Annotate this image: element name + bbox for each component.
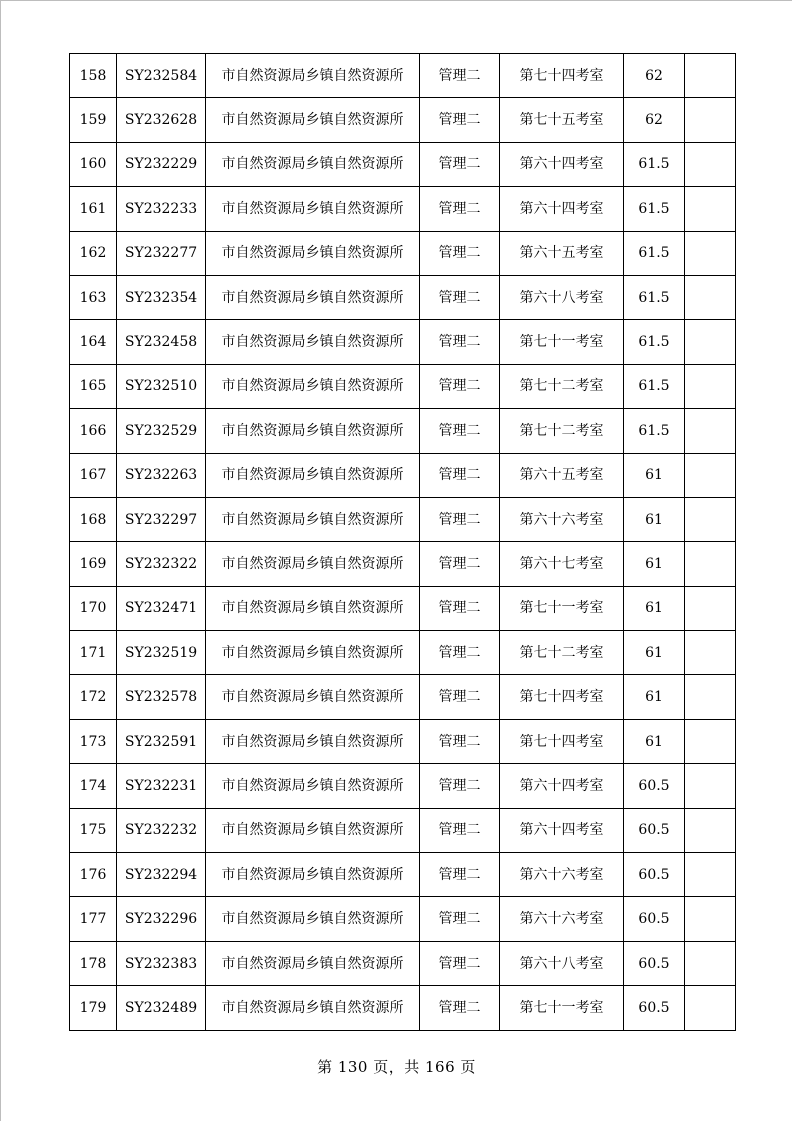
candidate-id-cell: SY232354 <box>117 275 206 319</box>
candidate-id-cell: SY232232 <box>117 808 206 852</box>
sequence-cell: 165 <box>70 364 117 408</box>
score-cell: 61 <box>624 497 685 541</box>
score-cell: 61.5 <box>624 320 685 364</box>
exam-room-cell: 第六十四考室 <box>500 142 624 186</box>
remarks-cell <box>685 320 736 364</box>
table-row <box>70 320 736 364</box>
exam-room-cell: 第六十六考室 <box>500 897 624 941</box>
sequence-cell: 173 <box>70 719 117 763</box>
candidate-id-cell: SY232322 <box>117 542 206 586</box>
unit-cell: 市自然资源局乡镇自然资源所 <box>206 54 420 98</box>
score-cell: 60.5 <box>624 941 685 985</box>
unit-cell: 市自然资源局乡镇自然资源所 <box>206 231 420 275</box>
sequence-cell: 164 <box>70 320 117 364</box>
position-cell: 管理二 <box>420 409 500 453</box>
remarks-cell <box>685 187 736 231</box>
position-cell: 管理二 <box>420 364 500 408</box>
table-row <box>70 497 736 541</box>
exam-room-cell: 第六十四考室 <box>500 808 624 852</box>
remarks-cell <box>685 98 736 142</box>
exam-room-cell: 第六十六考室 <box>500 853 624 897</box>
candidate-id-cell: SY232529 <box>117 409 206 453</box>
unit-cell: 市自然资源局乡镇自然资源所 <box>206 808 420 852</box>
candidate-id-cell: SY232383 <box>117 941 206 985</box>
candidate-id-cell: SY232229 <box>117 142 206 186</box>
sequence-cell: 169 <box>70 542 117 586</box>
remarks-cell <box>685 719 736 763</box>
position-cell: 管理二 <box>420 675 500 719</box>
table-row <box>70 808 736 852</box>
unit-cell: 市自然资源局乡镇自然资源所 <box>206 986 420 1030</box>
remarks-cell <box>685 764 736 808</box>
position-cell: 管理二 <box>420 142 500 186</box>
unit-cell: 市自然资源局乡镇自然资源所 <box>206 719 420 763</box>
candidate-id-cell: SY232584 <box>117 54 206 98</box>
sequence-cell: 174 <box>70 764 117 808</box>
sequence-cell: 168 <box>70 497 117 541</box>
exam-room-cell: 第七十一考室 <box>500 586 624 630</box>
score-cell: 61.5 <box>624 187 685 231</box>
table-row <box>70 719 736 763</box>
remarks-cell <box>685 142 736 186</box>
sequence-cell: 175 <box>70 808 117 852</box>
sequence-cell: 170 <box>70 586 117 630</box>
sequence-cell: 172 <box>70 675 117 719</box>
score-cell: 61 <box>624 453 685 497</box>
unit-cell: 市自然资源局乡镇自然资源所 <box>206 853 420 897</box>
exam-room-cell: 第七十一考室 <box>500 986 624 1030</box>
remarks-cell <box>685 853 736 897</box>
exam-room-cell: 第六十四考室 <box>500 764 624 808</box>
remarks-cell <box>685 675 736 719</box>
exam-room-cell: 第六十八考室 <box>500 941 624 985</box>
position-cell: 管理二 <box>420 54 500 98</box>
remarks-cell <box>685 808 736 852</box>
score-cell: 60.5 <box>624 808 685 852</box>
exam-room-cell: 第六十四考室 <box>500 187 624 231</box>
table-row <box>70 675 736 719</box>
sequence-cell: 163 <box>70 275 117 319</box>
candidate-id-cell: SY232231 <box>117 764 206 808</box>
remarks-cell <box>685 409 736 453</box>
page-number-footer: 第 130 页，共 166 页 <box>317 1058 476 1076</box>
unit-cell: 市自然资源局乡镇自然资源所 <box>206 941 420 985</box>
exam-room-cell: 第七十四考室 <box>500 675 624 719</box>
remarks-cell <box>685 275 736 319</box>
exam-room-cell: 第七十五考室 <box>500 98 624 142</box>
exam-room-cell: 第六十六考室 <box>500 497 624 541</box>
table-row <box>70 897 736 941</box>
unit-cell: 市自然资源局乡镇自然资源所 <box>206 187 420 231</box>
position-cell: 管理二 <box>420 897 500 941</box>
unit-cell: 市自然资源局乡镇自然资源所 <box>206 364 420 408</box>
sequence-cell: 178 <box>70 941 117 985</box>
score-cell: 62 <box>624 98 685 142</box>
table-row <box>70 187 736 231</box>
remarks-cell <box>685 364 736 408</box>
position-cell: 管理二 <box>420 764 500 808</box>
position-cell: 管理二 <box>420 719 500 763</box>
position-cell: 管理二 <box>420 808 500 852</box>
exam-room-cell: 第七十二考室 <box>500 631 624 675</box>
candidate-id-cell: SY232297 <box>117 497 206 541</box>
exam-room-cell: 第七十二考室 <box>500 364 624 408</box>
position-cell: 管理二 <box>420 453 500 497</box>
score-cell: 60.5 <box>624 897 685 941</box>
remarks-cell <box>685 54 736 98</box>
candidate-id-cell: SY232591 <box>117 719 206 763</box>
position-cell: 管理二 <box>420 497 500 541</box>
unit-cell: 市自然资源局乡镇自然资源所 <box>206 275 420 319</box>
score-cell: 60.5 <box>624 853 685 897</box>
score-cell: 60.5 <box>624 986 685 1030</box>
unit-cell: 市自然资源局乡镇自然资源所 <box>206 142 420 186</box>
table-body <box>70 54 736 1031</box>
position-cell: 管理二 <box>420 231 500 275</box>
candidate-id-cell: SY232294 <box>117 853 206 897</box>
score-cell: 61.5 <box>624 409 685 453</box>
candidate-id-cell: SY232510 <box>117 364 206 408</box>
unit-cell: 市自然资源局乡镇自然资源所 <box>206 586 420 630</box>
unit-cell: 市自然资源局乡镇自然资源所 <box>206 453 420 497</box>
score-cell: 61 <box>624 631 685 675</box>
table-row <box>70 231 736 275</box>
table-row <box>70 364 736 408</box>
position-cell: 管理二 <box>420 853 500 897</box>
position-cell: 管理二 <box>420 187 500 231</box>
sequence-cell: 166 <box>70 409 117 453</box>
exam-room-cell: 第七十四考室 <box>500 719 624 763</box>
sequence-cell: 177 <box>70 897 117 941</box>
position-cell: 管理二 <box>420 320 500 364</box>
sequence-cell: 171 <box>70 631 117 675</box>
position-cell: 管理二 <box>420 542 500 586</box>
exam-room-cell: 第六十五考室 <box>500 231 624 275</box>
sequence-cell: 160 <box>70 142 117 186</box>
results-table <box>69 53 736 1031</box>
remarks-cell <box>685 586 736 630</box>
candidate-id-cell: SY232277 <box>117 231 206 275</box>
exam-room-cell: 第七十四考室 <box>500 54 624 98</box>
table-row <box>70 586 736 630</box>
score-cell: 61 <box>624 675 685 719</box>
table-row <box>70 542 736 586</box>
sequence-cell: 161 <box>70 187 117 231</box>
table-row <box>70 275 736 319</box>
position-cell: 管理二 <box>420 986 500 1030</box>
position-cell: 管理二 <box>420 586 500 630</box>
sequence-cell: 159 <box>70 98 117 142</box>
candidate-id-cell: SY232458 <box>117 320 206 364</box>
sequence-cell: 167 <box>70 453 117 497</box>
candidate-id-cell: SY232578 <box>117 675 206 719</box>
table-row <box>70 453 736 497</box>
sequence-cell: 176 <box>70 853 117 897</box>
remarks-cell <box>685 542 736 586</box>
remarks-cell <box>685 631 736 675</box>
position-cell: 管理二 <box>420 275 500 319</box>
table-row <box>70 409 736 453</box>
table-row <box>70 764 736 808</box>
remarks-cell <box>685 497 736 541</box>
remarks-cell <box>685 231 736 275</box>
candidate-id-cell: SY232263 <box>117 453 206 497</box>
score-cell: 60.5 <box>624 764 685 808</box>
table-row <box>70 941 736 985</box>
table-row <box>70 986 736 1030</box>
candidate-id-cell: SY232628 <box>117 98 206 142</box>
exam-room-cell: 第六十五考室 <box>500 453 624 497</box>
score-cell: 61.5 <box>624 275 685 319</box>
table-row <box>70 142 736 186</box>
remarks-cell <box>685 941 736 985</box>
unit-cell: 市自然资源局乡镇自然资源所 <box>206 631 420 675</box>
unit-cell: 市自然资源局乡镇自然资源所 <box>206 320 420 364</box>
score-cell: 61.5 <box>624 364 685 408</box>
remarks-cell <box>685 986 736 1030</box>
position-cell: 管理二 <box>420 631 500 675</box>
unit-cell: 市自然资源局乡镇自然资源所 <box>206 409 420 453</box>
position-cell: 管理二 <box>420 98 500 142</box>
score-cell: 62 <box>624 54 685 98</box>
exam-room-cell: 第六十七考室 <box>500 542 624 586</box>
candidate-id-cell: SY232471 <box>117 586 206 630</box>
table-row <box>70 98 736 142</box>
candidate-id-cell: SY232233 <box>117 187 206 231</box>
table-row <box>70 631 736 675</box>
remarks-cell <box>685 897 736 941</box>
candidate-id-cell: SY232519 <box>117 631 206 675</box>
unit-cell: 市自然资源局乡镇自然资源所 <box>206 675 420 719</box>
candidate-id-cell: SY232489 <box>117 986 206 1030</box>
remarks-cell <box>685 453 736 497</box>
sequence-cell: 158 <box>70 54 117 98</box>
unit-cell: 市自然资源局乡镇自然资源所 <box>206 897 420 941</box>
unit-cell: 市自然资源局乡镇自然资源所 <box>206 98 420 142</box>
unit-cell: 市自然资源局乡镇自然资源所 <box>206 764 420 808</box>
score-cell: 61 <box>624 719 685 763</box>
table-row <box>70 54 736 98</box>
sequence-cell: 179 <box>70 986 117 1030</box>
score-cell: 61.5 <box>624 142 685 186</box>
score-cell: 61.5 <box>624 231 685 275</box>
sequence-cell: 162 <box>70 231 117 275</box>
score-cell: 61 <box>624 586 685 630</box>
candidate-id-cell: SY232296 <box>117 897 206 941</box>
unit-cell: 市自然资源局乡镇自然资源所 <box>206 497 420 541</box>
unit-cell: 市自然资源局乡镇自然资源所 <box>206 542 420 586</box>
exam-room-cell: 第七十二考室 <box>500 409 624 453</box>
position-cell: 管理二 <box>420 941 500 985</box>
exam-room-cell: 第六十八考室 <box>500 275 624 319</box>
score-cell: 61 <box>624 542 685 586</box>
exam-room-cell: 第七十一考室 <box>500 320 624 364</box>
table-row <box>70 853 736 897</box>
